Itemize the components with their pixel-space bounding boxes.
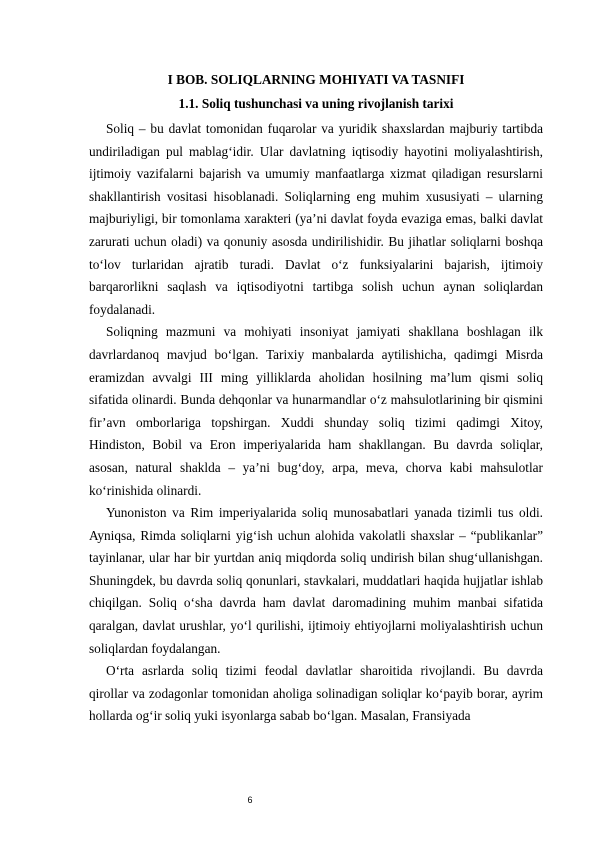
paragraph: Soliqning mazmuni va mohiyati insoniyat jamiyati shakllana boshlagan ilk davrlardanoq mavjud bo‘lgan. Tarixiy manbalarda aytilishicha, qadimgi Misrda eramizdan avvalgi III ming yilliklarda aholidan hosilning ma’lum qismi soliq sifatida olinardi. Bunda dehqonlar va hunarmandlar o‘z mahsulotlarining bir qismini fir’avn omborlariga topshirgan. Xuddi shunday soliq tizimi qadimgi Xitoy, Hindiston, Bobil va Eron imperiyalarida ham shakllangan. Bu davrda soliqlar, asosan, natural shaklda – ya’ni bug‘doy, arpa, meva, chorva kabi mahsulotlar ko‘rinishida olinardi.: [89, 324, 543, 498]
body-text: [89, 118, 543, 728]
section-title: 1.1. Soliq tushunchasi va uning rivojlanish tarixi: [178, 96, 454, 111]
paragraph: O‘rta asrlarda soliq tizimi feodal davlatlar sharoitida rivojlandi. Bu davrda qirollar va zodagonlar tomonidan aholiga solinadigan soliqlar ko‘payib borar, ayrim hollarda og‘ir soliq yuki isyonlarga sabab bo‘lgan. Masalan, Fransiyada: [89, 663, 543, 724]
page-number: 6: [247, 795, 253, 805]
paragraph: Yunoniston va Rim imperiyalarida soliq munosabatlari yanada tizimli tus oldi. Ayniqsa, Rimda soliqlarni yig‘ish uchun alohida vakolatli shaxslar – “publikanlar” tayinlanar, ular har bir yurtdan aniq miqdorda soliq undirish bilan shug‘ullanishgan. Shuningdek, bu davrda soliq qonunlari, stavkalari, muddatlari haqida hujjatlar ishlab chiqilgan. Soliq o‘sha davrda ham davlat daromadining muhim manbai sifatida qaralgan, davlat urushlar, yo‘l qurilishi, ijtimoiy ehtiyojlarni moliyalashtirish uchun soliqlardan foydalangan.: [89, 505, 543, 656]
paragraph: Soliq – bu davlat tomonidan fuqarolar va yuridik shaxslardan majburiy tartibda undiriladigan pul mablag‘idir. Ular davlatning iqtisodiy hayotini moliyalashtirish, ijtimoiy vazifalarni bajarish va umumiy manfaatlarga xizmat qiladigan resurslarni shakllantirish vositasi hisoblanadi. Soliqlarning eng muhim xususiyati – ularning majburiyligi, bir tomonlama xarakteri (ya’ni davlat foyda evaziga emas, balki davlat zarurati uchun oladi) va qonuniy asosda undirilishidir. Bu jihatlar soliqlarni boshqa to‘lov turlaridan ajratib turadi. Davlat o‘z funksiyalarini bajarish, ijtimoiy barqarorlikni saqlash va iqtisodiyotni tartibga solish uchun aynan soliqlardan foydalanadi.: [89, 121, 543, 317]
chapter-title: I BOB. SOLIQLARNING MOHIYATI VA TASNIFI: [167, 72, 465, 87]
